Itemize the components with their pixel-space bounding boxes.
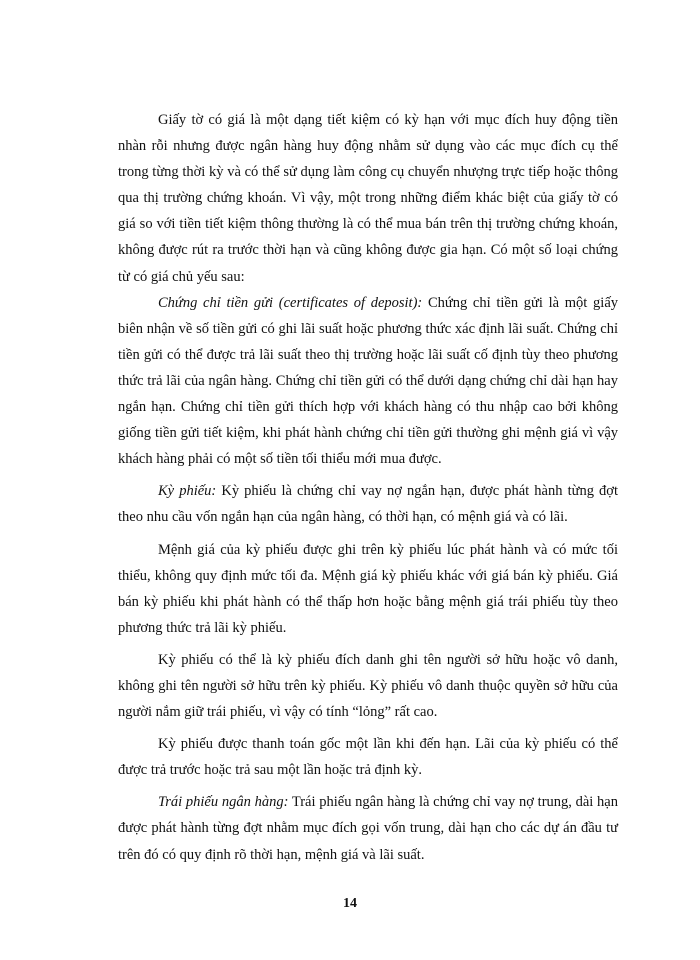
paragraph-menh-gia	[118, 537, 618, 641]
page-number: 14	[343, 896, 357, 911]
body-text	[118, 107, 618, 868]
paragraph-text: Kỳ phiếu có thể là kỳ phiếu đích danh ghi tên người sở hữu hoặc vô danh, không ghi tên người sở hữu trên kỳ phiếu. Kỳ phiếu vô danh thuộc quyền sở hữu của người nắm giữ trái phiếu, vì vậy có tính “lỏng” rất cao.	[118, 651, 618, 721]
paragraph-text: Kỳ phiếu được thanh toán gốc một lần khi đến hạn. Lãi của kỳ phiếu có thể được trả trước hoặc trả sau một lần hoặc trả định kỳ.	[118, 736, 618, 779]
paragraph-thanh-toan	[118, 731, 618, 783]
paragraph-text: Trái phiếu ngân hàng là chứng chỉ vay nợ trung, dài hạn được phát hành từng đợt nhằm mục đích gọi vốn trung, dài hạn cho các dự án đầu tư trên đó có quy định rõ thời hạn, mệnh giá và lãi suất.	[118, 794, 618, 863]
paragraph-trai-phieu	[118, 789, 618, 867]
paragraph-ky-phieu	[118, 478, 618, 530]
term-ky-phieu: Kỳ phiếu:	[158, 483, 217, 500]
paragraph-intro	[118, 107, 618, 290]
paragraph-text: Chứng chỉ tiền gửi là một giấy biên nhận về số tiền gửi có ghi lãi suất hoặc phương thức xác định lãi suất. Chứng chỉ tiền gửi có thể được trả lãi suất theo thị trường hoặc lãi suất cố định tùy theo phương thức trả lãi của ngân hàng. Chứng chỉ tiền gửi có thể dưới dạng chứng chỉ dài hạn hay ngắn hạn. Chứng chỉ tiền gửi thích hợp với khách hàng có thu nhập cao bởi không giống tiền gửi tiết kiệm, khi phát hành chứng chỉ tiền gửi thường ghi mệnh giá vì vậy khách hàng phải có một số tiền tối thiểu mới mua được.	[118, 294, 618, 468]
term-certificates-of-deposit: Chứng chỉ tiền gửi (certificates of deposit):	[158, 294, 423, 311]
term-trai-phieu-ngan-hang: Trái phiếu ngân hàng:	[158, 794, 289, 811]
paragraph-text: Kỳ phiếu là chứng chỉ vay nợ ngắn hạn, được phát hành từng đợt theo nhu cầu vốn ngắn hạn của ngân hàng, có thời hạn, có mệnh giá và có lãi.	[118, 483, 618, 526]
paragraph-text: Giấy tờ có giá là một dạng tiết kiệm có kỳ hạn với mục đích huy động tiền nhàn rỗi nhưng được ngân hàng huy động nhằm sử dụng vào các mục đích cụ thể trong từng thời kỳ và có thể sử dụng làm công cụ chuyển nhượng trực tiếp hoặc thông qua thị trường chứng khoán. Vì vậy, một trong những điểm khác biệt của giấy tờ có giá so với tiền tiết kiệm thông thường là có thể mua bán trên thị trường chứng khoán, không được rút ra trước thời hạn và cũng không được gia hạn. Có một số loại chứng từ có giá chủ yếu sau:	[118, 112, 618, 285]
paragraph-ky-phieu-vo-danh	[118, 647, 618, 725]
paragraph-text: Mệnh giá của kỳ phiếu được ghi trên kỳ phiếu lúc phát hành và có mức tối thiểu, không quy định mức tối đa. Mệnh giá kỳ phiếu khác với giá bán kỳ phiếu. Giá bán kỳ phiếu khi phát hành có thể thấp hơn hoặc bằng mệnh giá trái phiếu tùy theo phương thức trả lãi kỳ phiếu.	[118, 541, 618, 636]
paragraph-certificates-of-deposit	[118, 290, 618, 473]
